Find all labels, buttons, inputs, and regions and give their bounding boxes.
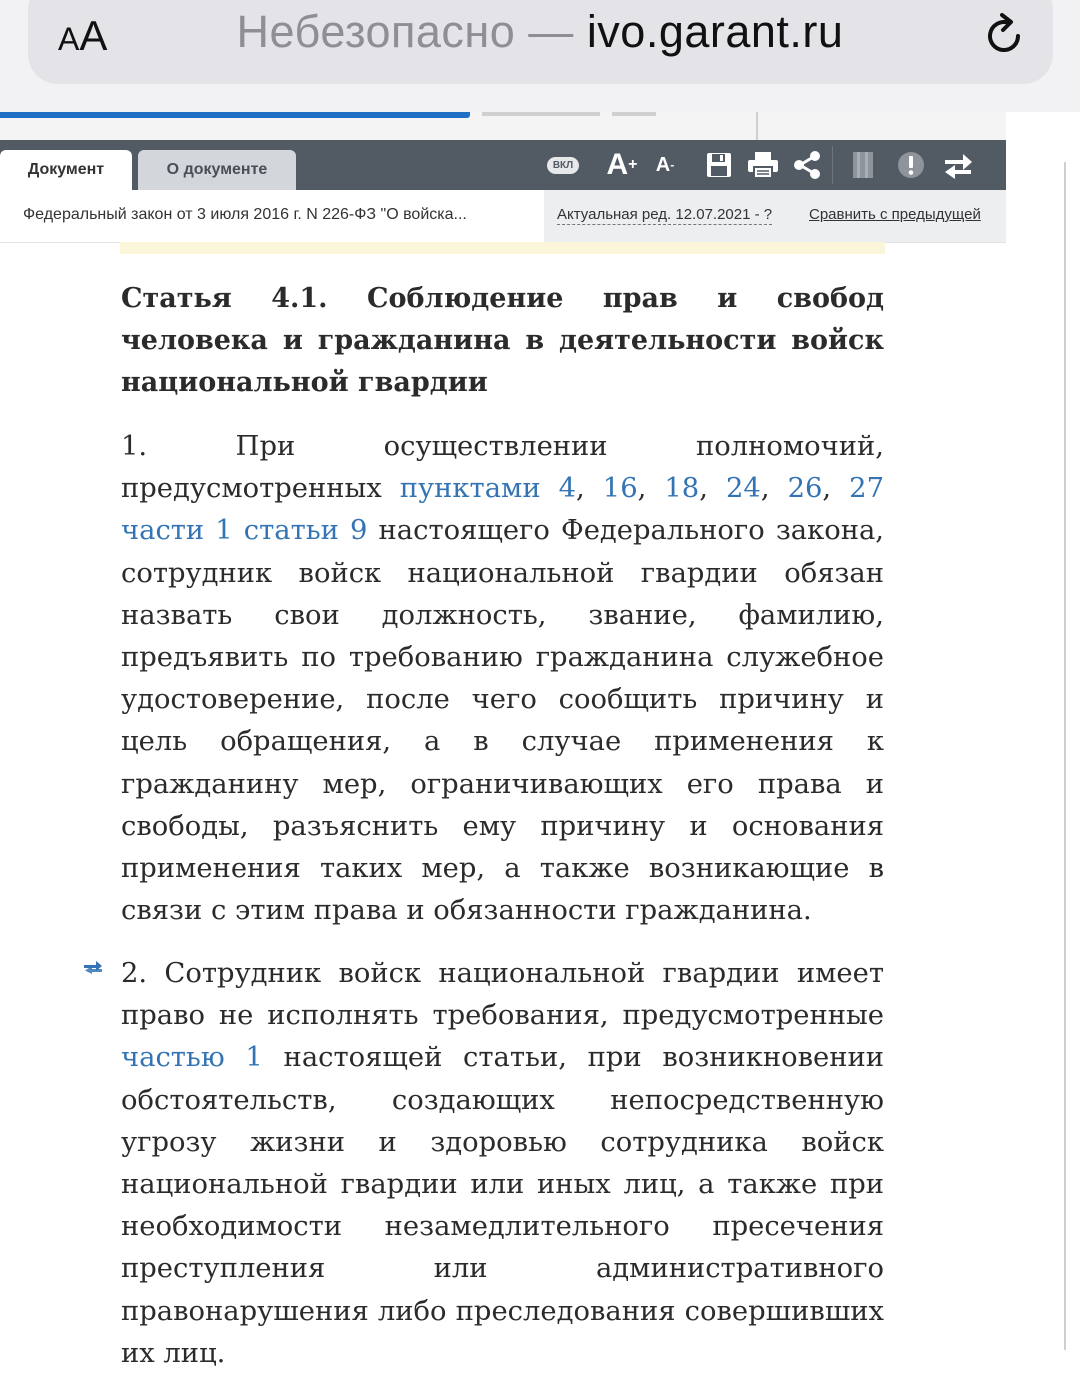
toolbar-divider [832,146,833,184]
highlight-strip [120,242,885,254]
switch-view-button[interactable] [940,146,976,184]
actual-revision-link[interactable]: Актуальная ред. 12.07.2021 - ? [557,206,773,223]
share-icon [792,150,822,180]
swap-arrows-icon [941,150,975,180]
alert-button[interactable] [894,146,928,184]
site-nav-item[interactable] [612,112,656,116]
ref-link[interactable]: 27 части 1 статьи 9 [121,473,885,547]
aa-small-letter: A [58,21,80,57]
toggle-vkl-button[interactable] [543,146,583,184]
reload-icon[interactable] [978,10,1030,62]
ref-link[interactable]: 16 [602,473,638,505]
font-increase-button[interactable] [602,146,642,184]
document-toolbar [0,140,1006,190]
article-heading: Статья 4.1. Соблюдение прав и свобод человека и гражданина в деятельности войск национальной гвардии [121,283,884,398]
save-icon [705,151,733,179]
share-button[interactable] [790,146,824,184]
site-nav-underline [0,112,470,118]
font-increase-sign: + [628,156,638,173]
font-decrease-letter: A [655,153,671,176]
tab-about-document[interactable]: О документе [138,150,296,190]
bookmark-icon [851,150,875,180]
browser-address-bar [0,0,1080,112]
compare-previous-link[interactable]: Сравнить с предыдущей [809,206,981,223]
print-icon [747,151,779,179]
paragraph-text: 2. Сотрудник войск национальной гвардии имеет право не исполнять требования, предусмотренные [121,958,884,1032]
font-decrease-sign: - [670,158,675,172]
revision-panel [544,190,1006,242]
divider [756,112,758,140]
font-decrease-button[interactable] [650,146,680,184]
document-info-bar [0,190,1006,243]
url-display[interactable] [0,6,1080,58]
domain-label: ivo.garant.ru [586,6,844,57]
paragraph-text: настоящего Федерального закона, сотрудник войск национальной гвардии обязан назвать свои должность, звание, фамилию, предъявить по требованию гражданина служебное удостоверение, после чего сообщить причину и цель обращения, а в случае применения к гражданину мер, ограничивающих его права и свободы, разъяснить ему причину и основания применения таких мер, а также возникающие в связи с этим права и обязанности гражданина. [121,515,884,927]
font-increase-letter: A [606,148,629,181]
tab-document[interactable]: Документ [0,150,132,190]
document-title[interactable]: Федеральный закон от 3 июля 2016 г. N 226-ФЗ "О войска... [23,206,467,223]
site-nav-item[interactable] [482,112,600,116]
aa-large-letter: A [79,12,108,59]
ref-link[interactable]: 18 [664,473,700,505]
save-button[interactable] [702,146,736,184]
history-arrows-icon[interactable] [82,960,104,974]
bookmark-button[interactable] [848,146,878,184]
ref-link[interactable]: пунктами 4 [399,473,577,505]
scrollbar-track[interactable] [1064,162,1066,1350]
ref-link[interactable]: 26 [787,473,823,505]
article-paragraph-2 [121,953,884,1375]
insecure-label: Небезопасно — [236,6,574,57]
alert-icon [896,150,926,180]
print-button[interactable] [744,146,782,184]
vkl-label: ВКЛ [547,157,579,174]
paragraph-text: 1. При осуществлении полномочий, предусмотренных [121,431,884,505]
ref-link[interactable]: частью 1 [121,1042,263,1074]
ref-link[interactable]: 24 [725,473,761,505]
paragraph-text: настоящей статьи, при возникновении обстоятельств, создающих непосредственную угрозу жизни и здоровью сотрудника войск национальной гвардии или иных лиц, а также при необходимости незамедлительного пресечения преступления или административного правонарушения либо преследования совершивших их лиц. [121,1042,884,1369]
article-paragraph-1: 1. При осуществлении полномочий, предусмотренных пунктами 4, 16, 18, 24, 26, 27 части 1 статьи 9 настоящего Федерального закона, сотрудник войск национальной гвардии обязан назвать свои должность, звание, фамилию, предъявить по требованию гражданина служебное удостоверение, после чего сообщить причину и цель обращения, а в случае применения к гражданину мер, ограничивающих его права и свободы, разъяснить ему причину и основания применения таких мер, а также возникающие в связи с этим права и обязанности гражданина. [121,431,885,927]
